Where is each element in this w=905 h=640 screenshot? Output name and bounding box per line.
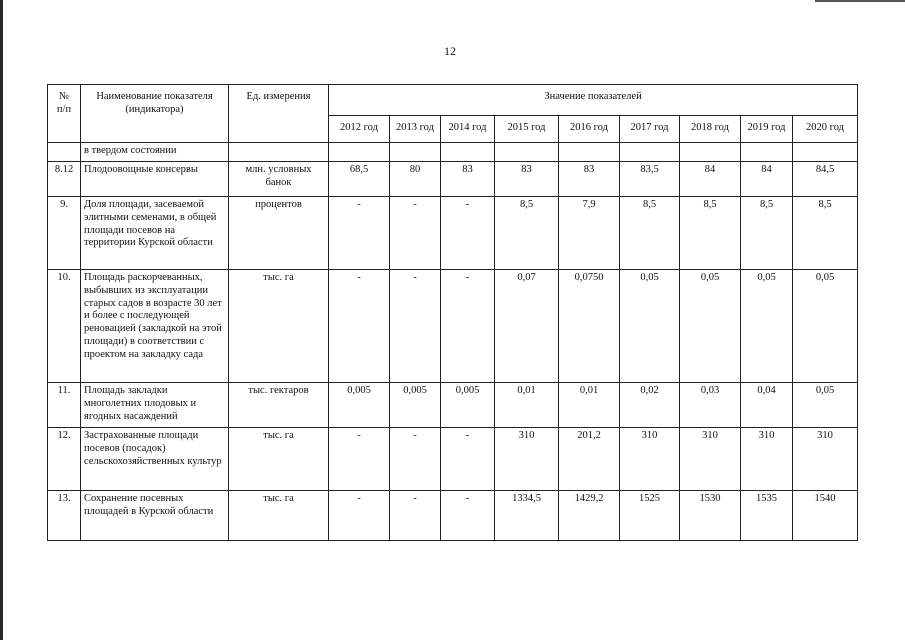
indicator-value: - (390, 428, 441, 491)
row-number: 12. (48, 428, 81, 491)
indicator-value (329, 143, 390, 162)
indicator-value: 310 (495, 428, 559, 491)
indicator-value: 0,0750 (559, 270, 620, 383)
indicator-value: 68,5 (329, 162, 390, 197)
indicator-value (793, 143, 858, 162)
indicator-name: Сохранение посевных площадей в Курской области (81, 491, 229, 541)
header-year: 2017 год (620, 116, 680, 143)
indicator-value: 8,5 (741, 197, 793, 270)
row-number: 13. (48, 491, 81, 541)
row-number (48, 143, 81, 162)
indicator-value: 83 (441, 162, 495, 197)
header-row (48, 85, 858, 116)
indicator-value (495, 143, 559, 162)
indicator-name: Доля площади, засеваемой элитными семенами, в общей площади посевов на территории Курской области (81, 197, 229, 270)
table-row (48, 197, 858, 270)
unit-of-measure: процентов (229, 197, 329, 270)
scan-left-edge (0, 0, 3, 640)
header-values: Значение показателей (329, 85, 858, 116)
header-num: № п/п (48, 85, 81, 143)
indicator-value: 1540 (793, 491, 858, 541)
indicator-value: 1535 (741, 491, 793, 541)
unit-of-measure: тыс. га (229, 270, 329, 383)
table-row (48, 383, 858, 428)
indicator-value: 0,01 (559, 383, 620, 428)
indicator-value: 0,05 (680, 270, 741, 383)
indicator-value (741, 143, 793, 162)
indicator-value: 0,07 (495, 270, 559, 383)
indicator-value: 1525 (620, 491, 680, 541)
indicator-value: - (329, 428, 390, 491)
indicator-value: 83 (559, 162, 620, 197)
header-year: 2014 год (441, 116, 495, 143)
indicator-name: Площадь раскорчеванных, выбывших из эксплуатации старых садов в возрасте 30 лет и более с последующей реновацией (закладкой на этой площади) в соответствии с проектом на закладку сада (81, 270, 229, 383)
indicator-value: 310 (741, 428, 793, 491)
scan-corner-line (815, 0, 905, 2)
unit-of-measure: тыс. гектаров (229, 383, 329, 428)
indicator-value: - (329, 197, 390, 270)
row-number: 11. (48, 383, 81, 428)
indicator-value: 84,5 (793, 162, 858, 197)
indicator-value: - (390, 270, 441, 383)
indicator-value: 83,5 (620, 162, 680, 197)
row-number: 10. (48, 270, 81, 383)
indicator-value: 0,02 (620, 383, 680, 428)
indicator-value: 0,04 (741, 383, 793, 428)
indicator-value: 0,05 (741, 270, 793, 383)
indicator-value: 8,5 (793, 197, 858, 270)
indicator-value (559, 143, 620, 162)
indicator-name: в твердом состоянии (81, 143, 229, 162)
header-year: 2015 год (495, 116, 559, 143)
indicator-value: 0,05 (793, 383, 858, 428)
header-year: 2012 год (329, 116, 390, 143)
header-year: 2016 год (559, 116, 620, 143)
indicator-value: 1429,2 (559, 491, 620, 541)
indicator-value: 83 (495, 162, 559, 197)
header-year: 2013 год (390, 116, 441, 143)
indicator-value: 310 (793, 428, 858, 491)
indicator-name: Застрахованные площади посевов (посадок) сельскохозяйственных культур (81, 428, 229, 491)
indicator-value: - (441, 197, 495, 270)
indicator-value: 7,9 (559, 197, 620, 270)
indicators-table (47, 84, 858, 541)
unit-of-measure: тыс. га (229, 491, 329, 541)
table-row (48, 162, 858, 197)
header-year: 2019 год (741, 116, 793, 143)
indicator-value: - (390, 491, 441, 541)
header-year: 2018 год (680, 116, 741, 143)
indicator-value: 8,5 (495, 197, 559, 270)
indicator-value: - (390, 197, 441, 270)
page-number: 12 (444, 44, 456, 58)
indicator-value (441, 143, 495, 162)
indicator-value: 1334,5 (495, 491, 559, 541)
indicator-value: 1530 (680, 491, 741, 541)
indicator-value: 8,5 (620, 197, 680, 270)
indicator-value: - (441, 428, 495, 491)
indicator-name: Площадь закладки многолетних плодовых и ягодных насаждений (81, 383, 229, 428)
header-year: 2020 год (793, 116, 858, 143)
indicator-value: 0,01 (495, 383, 559, 428)
unit-of-measure (229, 143, 329, 162)
header-unit: Ед. измерения (229, 85, 329, 143)
unit-of-measure: тыс. га (229, 428, 329, 491)
row-number: 9. (48, 197, 81, 270)
indicator-value: 201,2 (559, 428, 620, 491)
indicator-value: 0,05 (620, 270, 680, 383)
indicator-value: 84 (680, 162, 741, 197)
indicator-value: - (329, 270, 390, 383)
indicator-value (620, 143, 680, 162)
row-number: 8.12 (48, 162, 81, 197)
indicator-value: - (329, 491, 390, 541)
indicator-value: 80 (390, 162, 441, 197)
unit-of-measure: млн. условных банок (229, 162, 329, 197)
table-row (48, 143, 858, 162)
table-row (48, 491, 858, 541)
table-row (48, 428, 858, 491)
indicator-value: 0,03 (680, 383, 741, 428)
indicator-value: 310 (620, 428, 680, 491)
indicator-value: 310 (680, 428, 741, 491)
header-name: Наименование показателя (индикатора) (81, 85, 229, 143)
indicator-value: - (441, 491, 495, 541)
indicator-value: 0,005 (390, 383, 441, 428)
indicator-value: 0,005 (329, 383, 390, 428)
indicator-name: Плодоовощные консервы (81, 162, 229, 197)
indicator-value: 0,005 (441, 383, 495, 428)
indicator-value: 84 (741, 162, 793, 197)
indicator-value (680, 143, 741, 162)
indicator-value: 8,5 (680, 197, 741, 270)
indicator-value: 0,05 (793, 270, 858, 383)
table-row (48, 270, 858, 383)
indicator-value: - (441, 270, 495, 383)
indicator-value (390, 143, 441, 162)
